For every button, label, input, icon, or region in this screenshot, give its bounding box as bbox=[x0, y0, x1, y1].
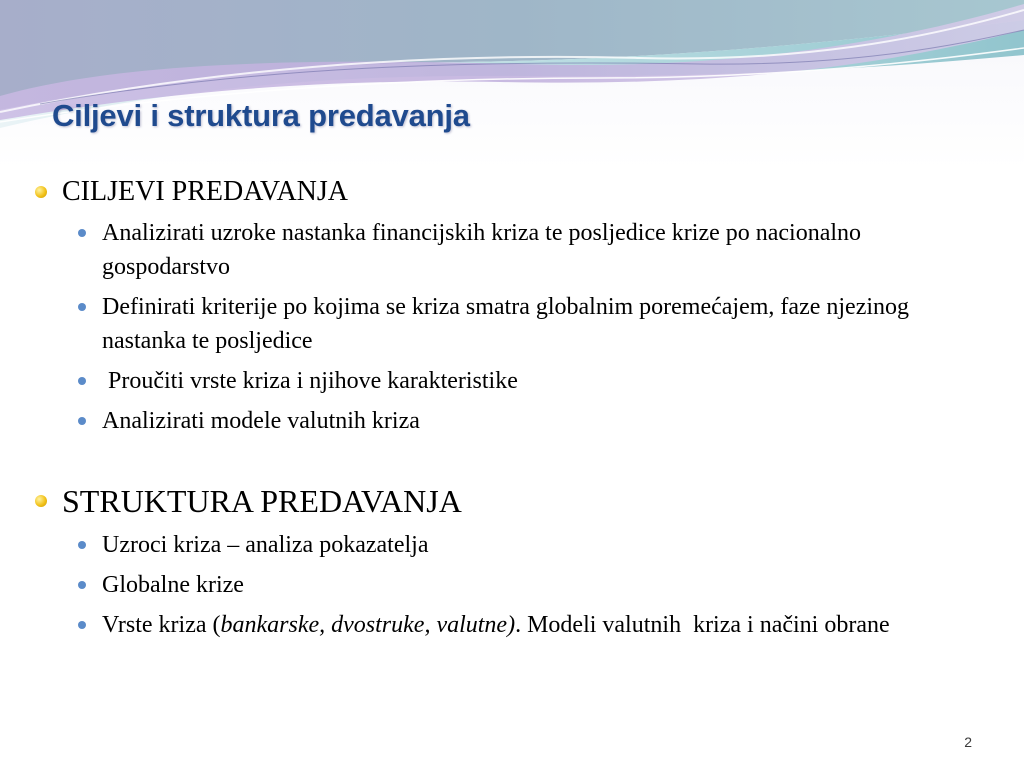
list-item-text-italic: bankarske, dvostruke, valutne) bbox=[220, 612, 516, 638]
section-heading-struktura bbox=[30, 478, 980, 524]
bullet-dot-icon bbox=[35, 495, 47, 507]
bullet-dot-icon bbox=[78, 541, 86, 549]
list-item bbox=[30, 364, 980, 398]
list-item bbox=[30, 528, 980, 562]
list-item-text-prefix: Vrste kriza ( bbox=[102, 612, 221, 638]
list-item bbox=[30, 216, 980, 284]
list-item-text: Analizirati uzroke nastanka financijskih kriza te posljedice krize po nacionalno gospodarstvo bbox=[102, 220, 862, 280]
slide-body bbox=[30, 172, 980, 648]
list-item bbox=[30, 290, 980, 358]
section-heading-ciljevi bbox=[30, 172, 980, 212]
spacer bbox=[30, 444, 980, 478]
list-item-text: Analizirati modele valutnih kriza bbox=[102, 408, 420, 434]
section-heading-text: STRUKTURA PREDAVANJA bbox=[62, 483, 462, 519]
list-item-text: Definirati kriterije po kojima se kriza smatra globalnim poremećajem, faze njezinog nastanka te posljedice bbox=[102, 294, 910, 354]
bullet-dot-icon bbox=[78, 621, 86, 629]
list-item bbox=[30, 404, 980, 438]
list-item bbox=[30, 608, 980, 642]
bullet-dot-icon bbox=[78, 417, 86, 425]
list-item-text-suffix: . Modeli valutnih kriza i načini obrane bbox=[515, 612, 890, 638]
list-item-text: Globalne krize bbox=[102, 572, 244, 598]
page-number: 2 bbox=[964, 734, 972, 750]
list-item-text: Uzroci kriza – analiza pokazatelja bbox=[102, 532, 429, 558]
bullet-dot-icon bbox=[78, 303, 86, 311]
section-heading-text: CILJEVI PREDAVANJA bbox=[62, 176, 349, 207]
slide-title: Ciljevi i struktura predavanja bbox=[52, 98, 470, 133]
bullet-dot-icon bbox=[78, 581, 86, 589]
bullet-dot-icon bbox=[78, 229, 86, 237]
list-item-text bbox=[102, 612, 890, 638]
list-item-text: Proučiti vrste kriza i njihove karakteristike bbox=[102, 368, 518, 394]
list-item bbox=[30, 568, 980, 602]
bullet-dot-icon bbox=[78, 377, 86, 385]
bullet-dot-icon bbox=[35, 186, 47, 198]
